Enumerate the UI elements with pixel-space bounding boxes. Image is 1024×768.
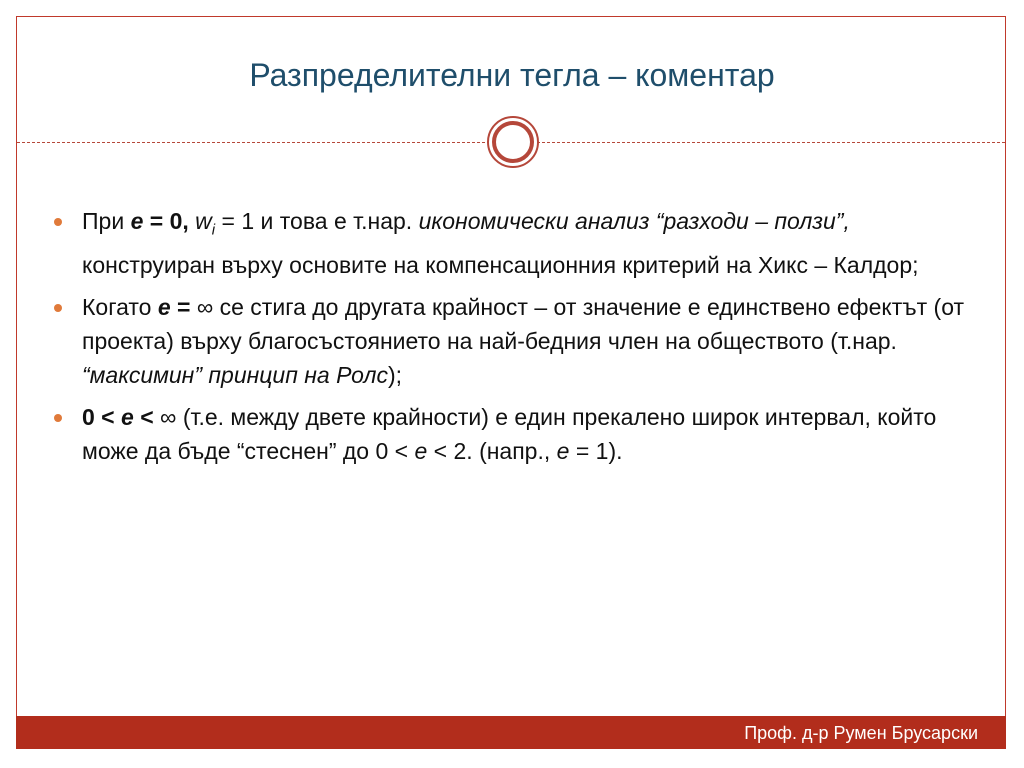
bullet-dot-icon (54, 304, 62, 312)
text-run: = (170, 293, 197, 320)
text-run: При (82, 208, 131, 234)
bullet-dot-icon (54, 218, 62, 226)
italic-term: “максимин” принцип на Ролс (82, 361, 388, 388)
text-run: = 0, (143, 208, 189, 234)
text-run: < 2. (напр., (427, 437, 557, 464)
text-run: ∞ се стига до другата крайност – от значение е единствено ефектът (от проекта) върху благосъстоянието на най-бедния член на обществото (т.нар. (82, 293, 965, 354)
text-run: = 1). (569, 437, 623, 464)
text-run: = 1 и това е т.нар. (215, 208, 419, 234)
symbol-e: e (414, 437, 428, 464)
symbol-e: e (130, 208, 144, 234)
footer-bar (16, 716, 1006, 749)
slide-content (50, 204, 985, 476)
bullet-item (50, 204, 985, 282)
slide-title: Разпределителни тегла – коментар (249, 57, 775, 93)
subscript-i: i (211, 221, 216, 239)
symbol-e: e (121, 403, 134, 430)
circle-ornament-icon (486, 115, 540, 169)
bullet-item (50, 290, 985, 392)
symbol-w: w (195, 208, 212, 234)
symbol-e: e (556, 437, 570, 464)
text-run: < (133, 403, 161, 430)
bullet-dot-icon (54, 414, 62, 422)
text-run: ∞ (т.е. между двете крайности) е един прекалено широк интервал, който може да бъде “стеснен” до 0 < (82, 403, 937, 464)
italic-term: икономически анализ “разходи – ползи”, (418, 208, 850, 234)
text-run: 0 < (82, 403, 122, 430)
text-run: конструиран върху основите на компенсационния критерий на Хикс – Калдор; (82, 251, 919, 278)
symbol-e: e (157, 293, 171, 320)
text-run: Когато (82, 293, 158, 320)
bullet-item (50, 400, 985, 468)
footer-author: Проф. д-р Румен Брусарски (744, 723, 978, 743)
text-run: ); (387, 361, 403, 388)
